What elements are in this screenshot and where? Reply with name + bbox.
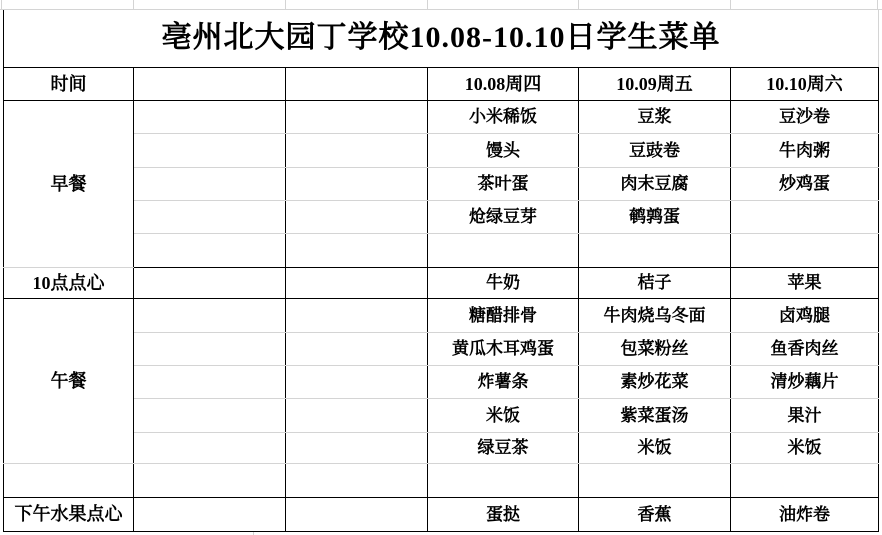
- empty-cell[interactable]: [286, 167, 428, 200]
- gridline-stub: [730, 0, 731, 9]
- meal-cell[interactable]: 鱼香肉丝: [731, 332, 879, 365]
- meal-cell[interactable]: 黄瓜木耳鸡蛋: [428, 332, 579, 365]
- meal-cell[interactable]: 香蕉: [579, 497, 731, 531]
- empty-cell[interactable]: [731, 233, 879, 267]
- empty-cell[interactable]: [134, 365, 286, 398]
- empty-cell[interactable]: [134, 432, 286, 463]
- section-label-breakfast[interactable]: 早餐: [4, 100, 134, 267]
- empty-cell[interactable]: [134, 133, 286, 167]
- meal-cell[interactable]: 清炒藕片: [731, 365, 879, 398]
- meal-cell[interactable]: 牛奶: [428, 267, 579, 298]
- empty-cell[interactable]: [286, 398, 428, 432]
- gridline-stub: [578, 0, 579, 9]
- empty-cell[interactable]: [286, 463, 428, 497]
- meal-cell[interactable]: 米饭: [731, 432, 879, 463]
- meal-cell[interactable]: 紫菜蛋汤: [579, 398, 731, 432]
- meal-cell[interactable]: 馒头: [428, 133, 579, 167]
- meal-cell[interactable]: 肉末豆腐: [579, 167, 731, 200]
- gridline-stub: [133, 0, 134, 9]
- day-header-thu[interactable]: 10.08周四: [428, 67, 579, 100]
- empty-cell[interactable]: [4, 463, 134, 497]
- empty-cell[interactable]: [134, 267, 286, 298]
- menu-table: [3, 10, 879, 532]
- empty-cell[interactable]: [134, 298, 286, 332]
- meal-cell[interactable]: 桔子: [579, 267, 731, 298]
- empty-cell[interactable]: [134, 463, 286, 497]
- meal-cell[interactable]: 炝绿豆芽: [428, 200, 579, 233]
- empty-cell[interactable]: [428, 463, 579, 497]
- empty-cell[interactable]: [286, 497, 428, 531]
- section-label-afternoon[interactable]: 下午水果点心: [4, 497, 134, 531]
- meal-cell[interactable]: 包菜粉丝: [579, 332, 731, 365]
- gridline-stub: [427, 0, 428, 9]
- empty-cell[interactable]: [134, 332, 286, 365]
- empty-cell[interactable]: [134, 200, 286, 233]
- meal-cell[interactable]: 米饭: [428, 398, 579, 432]
- empty-cell[interactable]: [286, 298, 428, 332]
- meal-cell[interactable]: 素炒花菜: [579, 365, 731, 398]
- day-header-sat[interactable]: 10.10周六: [731, 67, 879, 100]
- empty-cell[interactable]: [134, 497, 286, 531]
- empty-cell[interactable]: [579, 463, 731, 497]
- empty-cell[interactable]: [428, 233, 579, 267]
- meal-cell[interactable]: 豆沙卷: [731, 100, 879, 133]
- meal-cell[interactable]: 炒鸡蛋: [731, 167, 879, 200]
- empty-cell[interactable]: [286, 332, 428, 365]
- gridline-stub: [285, 0, 286, 9]
- empty-cell[interactable]: [286, 200, 428, 233]
- meal-cell[interactable]: 油炸卷: [731, 497, 879, 531]
- empty-cell[interactable]: [286, 67, 428, 100]
- empty-cell[interactable]: [286, 267, 428, 298]
- empty-cell[interactable]: [731, 200, 879, 233]
- meal-cell[interactable]: 炸薯条: [428, 365, 579, 398]
- meal-cell[interactable]: 蛋挞: [428, 497, 579, 531]
- meal-cell[interactable]: 鹌鹑蛋: [579, 200, 731, 233]
- meal-cell[interactable]: 豆浆: [579, 100, 731, 133]
- meal-cell[interactable]: 茶叶蛋: [428, 167, 579, 200]
- meal-cell[interactable]: 豆豉卷: [579, 133, 731, 167]
- empty-cell[interactable]: [134, 100, 286, 133]
- empty-cell[interactable]: [134, 398, 286, 432]
- section-label-snack10[interactable]: 10点点心: [4, 267, 134, 298]
- meal-cell[interactable]: 苹果: [731, 267, 879, 298]
- gridline-stub: [877, 0, 878, 9]
- empty-cell[interactable]: [286, 432, 428, 463]
- meal-cell[interactable]: 绿豆茶: [428, 432, 579, 463]
- meal-cell[interactable]: 卤鸡腿: [731, 298, 879, 332]
- meal-cell[interactable]: 果汁: [731, 398, 879, 432]
- empty-cell[interactable]: [134, 167, 286, 200]
- empty-cell[interactable]: [731, 463, 879, 497]
- empty-cell[interactable]: [134, 233, 286, 267]
- header-time-cell[interactable]: 时间: [4, 67, 134, 100]
- empty-cell[interactable]: [579, 233, 731, 267]
- empty-cell[interactable]: [286, 233, 428, 267]
- gridline-stub: [1, 0, 2, 9]
- day-header-fri[interactable]: 10.09周五: [579, 67, 731, 100]
- meal-cell[interactable]: 小米稀饭: [428, 100, 579, 133]
- meal-cell[interactable]: 糖醋排骨: [428, 298, 579, 332]
- meal-cell[interactable]: 米饭: [579, 432, 731, 463]
- section-label-lunch[interactable]: 午餐: [4, 298, 134, 463]
- meal-cell[interactable]: 牛肉烧乌冬面: [579, 298, 731, 332]
- meal-cell[interactable]: 牛肉粥: [731, 133, 879, 167]
- empty-cell[interactable]: [286, 365, 428, 398]
- table-title-cell[interactable]: 亳州北大园丁学校10.08-10.10日学生菜单: [4, 10, 879, 67]
- empty-cell[interactable]: [286, 133, 428, 167]
- empty-cell[interactable]: [286, 100, 428, 133]
- empty-cell[interactable]: [134, 67, 286, 100]
